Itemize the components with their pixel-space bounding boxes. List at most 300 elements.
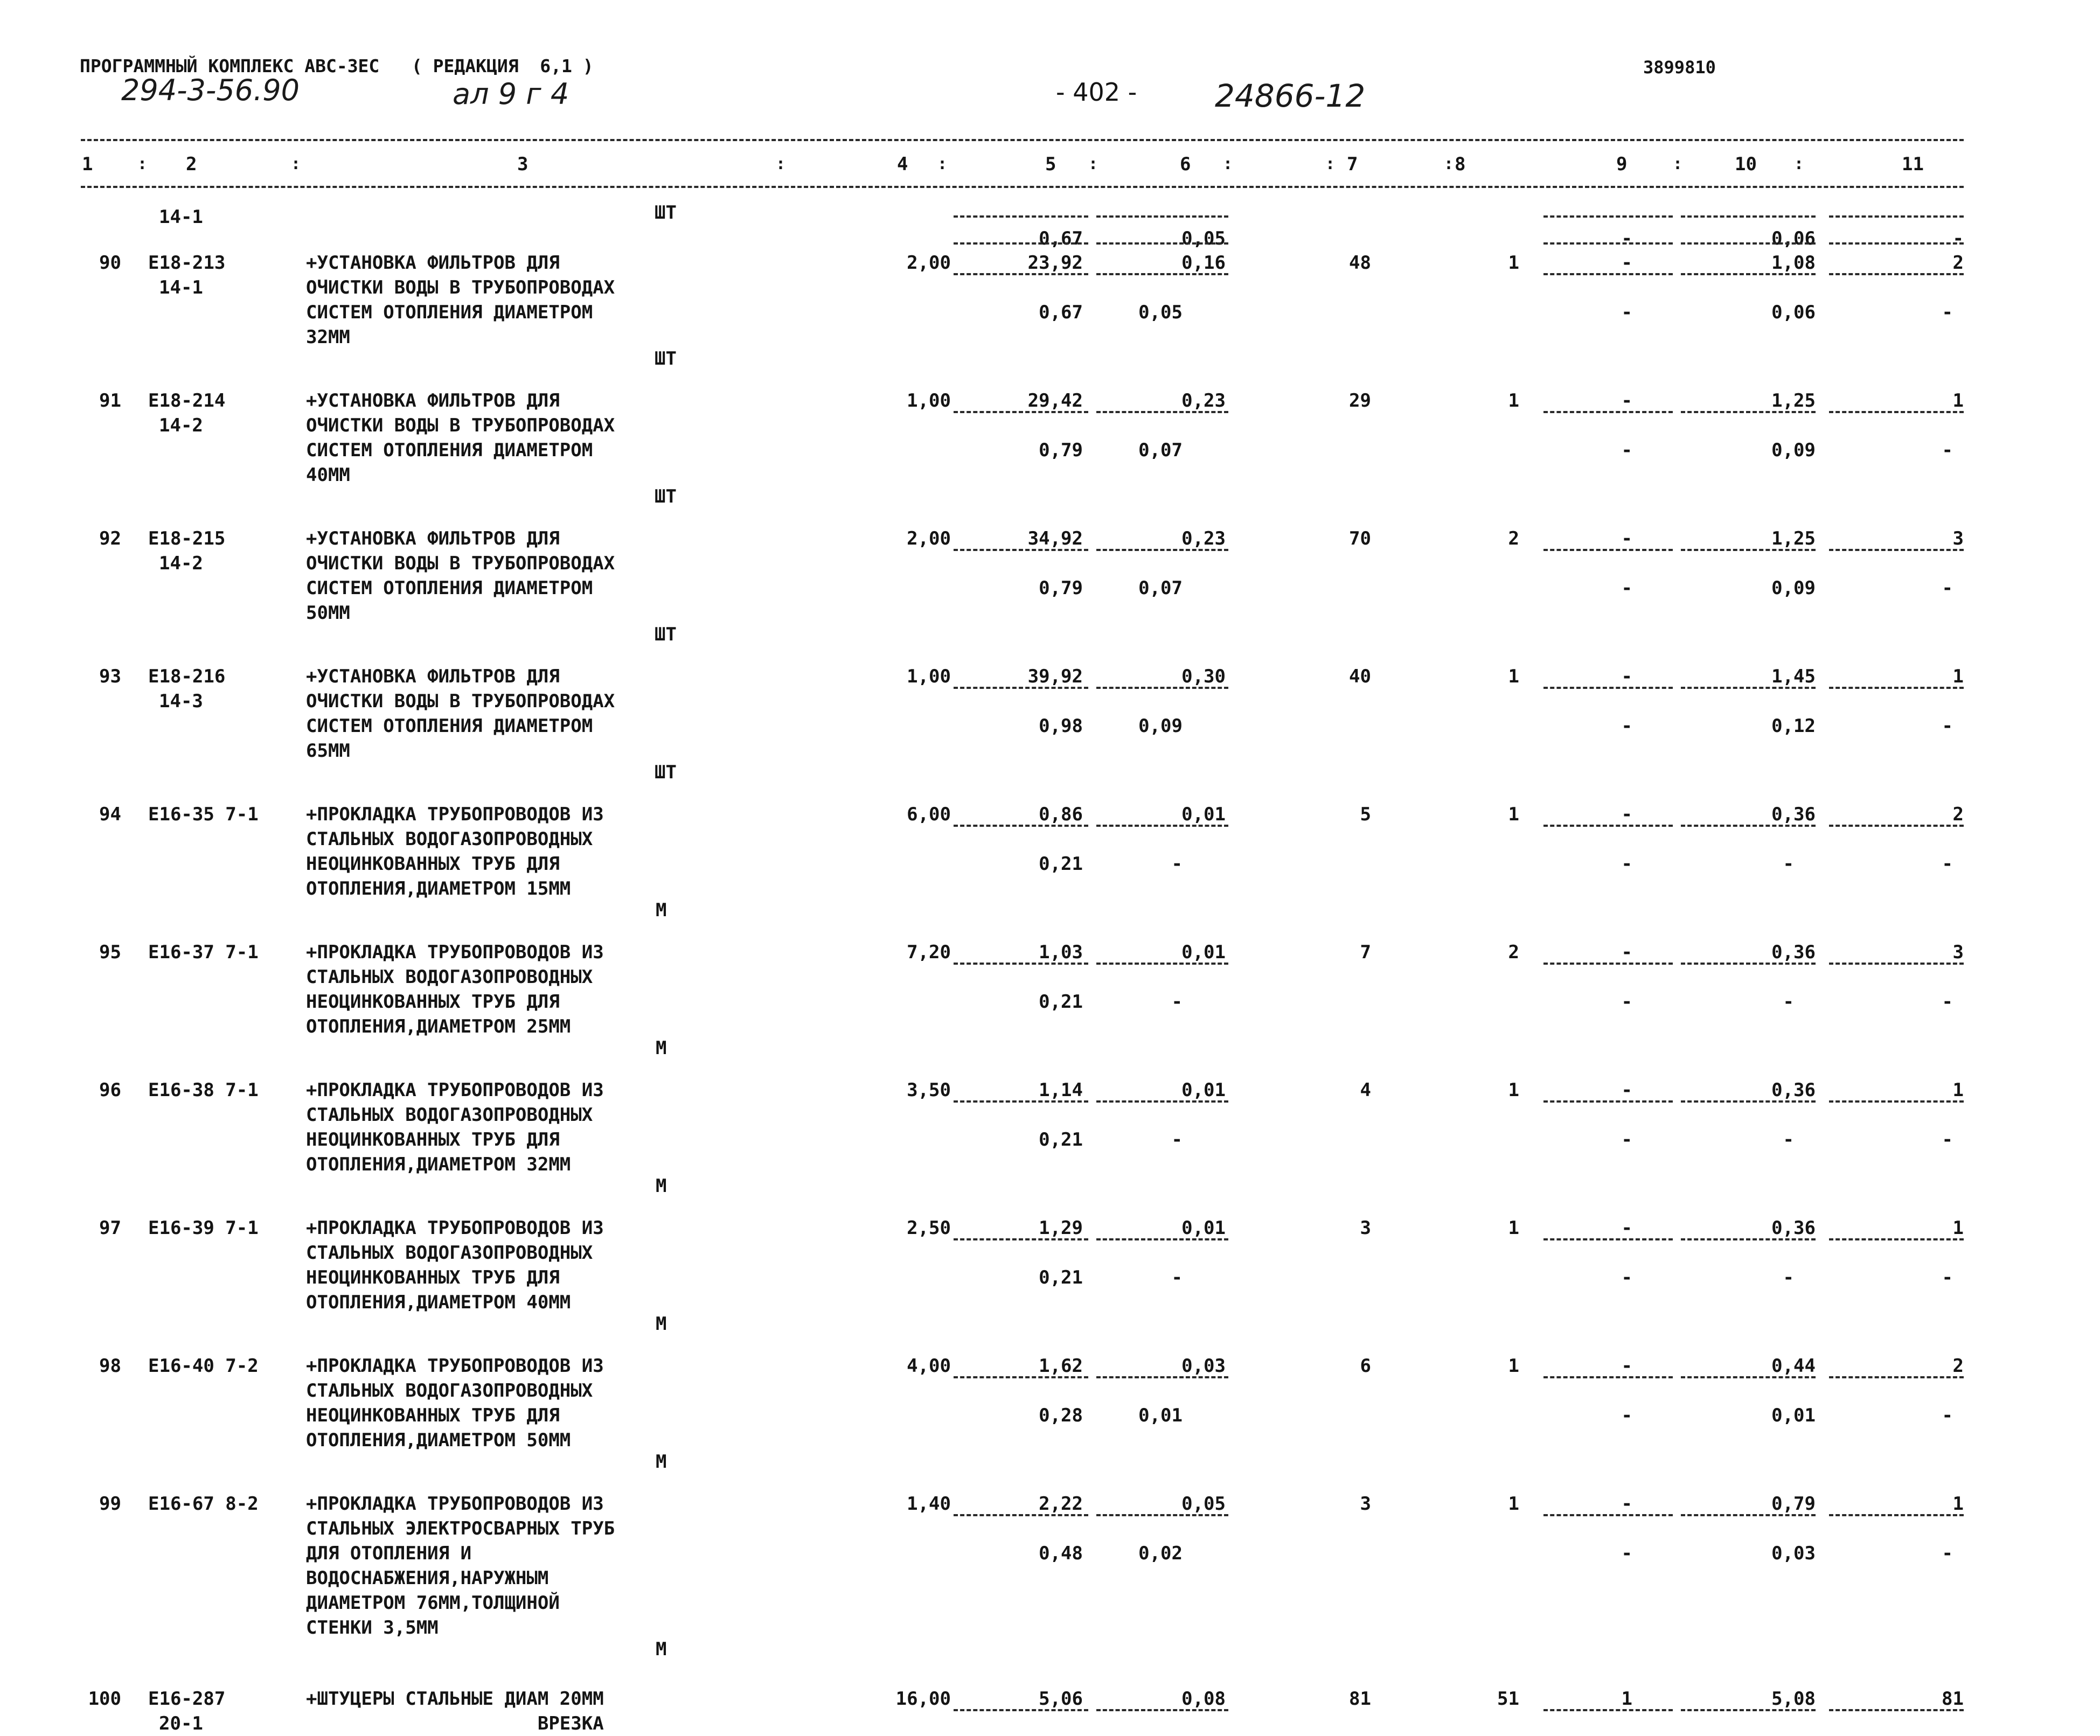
right-code: 3899810 (1643, 57, 1716, 78)
cell-divider (1543, 687, 1673, 689)
cell-col10-upper: 1,25 (1771, 390, 1816, 412)
cell-col9-upper: - (1621, 1079, 1632, 1101)
column-separator: : (1223, 155, 1233, 173)
row-description-line: +УСТАНОВКА ФИЛЬТРОВ ДЛЯ (306, 390, 560, 412)
row-code-secondary: 14-1 (159, 277, 203, 298)
cell-col9-upper: - (1621, 1355, 1632, 1377)
cell-col11-upper: 2 (1952, 804, 1964, 825)
cell-col5-lower: 0,98 (1039, 715, 1083, 737)
cell-col11-upper: 3 (1952, 528, 1964, 549)
cell-col6-lower: 0,01 (1138, 1405, 1183, 1426)
cell-col5-lower: 0,48 (1039, 1543, 1083, 1564)
cell-col11-lower: - (1942, 715, 1953, 737)
cell-col4: 4,00 (907, 1355, 951, 1377)
row-description-line: СИСТЕМ ОТОПЛЕНИЯ ДИАМЕТРОМ (306, 715, 593, 737)
cell-col5-lower: 0,28 (1039, 1405, 1083, 1426)
cell-col9-lower: - (1621, 228, 1632, 249)
row-description-line: ДЛЯ ОТОПЛЕНИЯ И (306, 1543, 472, 1564)
cell-col5-upper: 29,42 (1027, 390, 1083, 412)
cell-col4: 7,20 (907, 942, 951, 963)
cell-col9-lower: - (1621, 440, 1632, 461)
row-number: 92 (99, 528, 121, 549)
row-number: 98 (99, 1355, 121, 1377)
cell-col9-lower: - (1621, 1129, 1632, 1151)
cell-col5-lower: 0,67 (1039, 302, 1083, 323)
row-number: 99 (99, 1493, 121, 1515)
cell-divider (954, 963, 1088, 965)
row-description-line: СИСТЕМ ОТОПЛЕНИЯ ДИАМЕТРОМ (306, 302, 593, 323)
cell-col7: 70 (1349, 528, 1371, 549)
cell-divider (954, 215, 1088, 218)
row-description-line: ДИАМЕТРОМ 76ММ,ТОЛЩИНОЙ (306, 1592, 560, 1614)
cell-divider (1829, 1514, 1964, 1516)
cell-col5-lower: 0,79 (1039, 577, 1083, 599)
cell-divider (1829, 1100, 1964, 1103)
cell-col5-upper: 5,06 (1039, 1688, 1083, 1710)
cell-col10-lower: 0,01 (1771, 1405, 1816, 1426)
column-header-1: 1 (82, 154, 93, 175)
column-separator: : (137, 155, 148, 173)
cell-col5-upper: 1,14 (1039, 1079, 1083, 1101)
cell-col6-lower: 0,07 (1138, 440, 1183, 461)
cell-divider (1543, 215, 1673, 218)
cell-divider (954, 273, 1088, 275)
unit-label: ШТ (655, 202, 677, 224)
cell-col8: 1 (1508, 390, 1519, 412)
cell-col7: 7 (1360, 942, 1371, 963)
cell-divider (1829, 549, 1964, 551)
cell-col11-lower: - (1942, 1543, 1953, 1564)
cell-col4: 2,50 (907, 1217, 951, 1239)
cell-col11-lower: - (1942, 1267, 1953, 1288)
cell-col6-upper: 0,01 (1181, 804, 1226, 825)
row-description-line: СИСТЕМ ОТОПЛЕНИЯ ДИАМЕТРОМ (306, 577, 593, 599)
cell-col10-upper: 0,36 (1771, 1217, 1816, 1239)
cell-col7: 40 (1349, 666, 1371, 687)
cell-divider (1681, 1100, 1816, 1103)
cell-divider (1096, 1709, 1228, 1711)
row-description-line: ОТОПЛЕНИЯ,ДИАМЕТРОМ 32ММ (306, 1154, 571, 1175)
column-separator: : (1794, 155, 1804, 173)
cell-divider (1681, 687, 1816, 689)
unit-label: М (656, 1037, 667, 1059)
cell-col10-upper: 0,79 (1771, 1493, 1816, 1515)
row-description-line: +ПРОКЛАДКА ТРУБОПРОВОДОВ ИЗ (306, 942, 604, 963)
cell-col9-lower: - (1621, 1267, 1632, 1288)
cell-col7: 4 (1360, 1079, 1371, 1101)
cell-col7: 48 (1349, 252, 1371, 274)
cell-divider (954, 242, 1088, 245)
cell-col10-upper: 1,45 (1771, 666, 1816, 687)
cell-col5-upper: 34,92 (1027, 528, 1083, 549)
unit-label: М (656, 1175, 667, 1197)
cell-divider (1829, 273, 1964, 275)
row-description-line: +УСТАНОВКА ФИЛЬТРОВ ДЛЯ (306, 528, 560, 549)
row-description-line: +ПРОКЛАДКА ТРУБОПРОВОДОВ ИЗ (306, 1355, 604, 1377)
document-number: 24866-12 (1215, 78, 1366, 114)
cell-divider (1543, 549, 1673, 551)
cell-col6-lower: 0,05 (1138, 302, 1183, 323)
cell-col11-lower: - (1942, 1405, 1953, 1426)
cell-col11-upper: 2 (1952, 1355, 1964, 1377)
cell-divider (1543, 1100, 1673, 1103)
cell-divider (1681, 215, 1816, 218)
row-description-line: +ПРОКЛАДКА ТРУБОПРОВОДОВ ИЗ (306, 804, 604, 825)
cell-col6-lower: - (1171, 853, 1183, 875)
cell-col10-lower: 0,06 (1771, 228, 1816, 249)
cell-divider (1096, 411, 1228, 413)
cell-col6-upper: 0,23 (1181, 528, 1226, 549)
cell-col6-upper: 0,16 (1181, 252, 1226, 274)
cell-col11-upper: 1 (1952, 666, 1964, 687)
cell-col7: 29 (1349, 390, 1371, 412)
cell-col10-lower: - (1783, 991, 1794, 1013)
cell-divider (1829, 1376, 1964, 1378)
cell-col9-upper: - (1621, 1493, 1632, 1515)
cell-col8: 2 (1508, 942, 1519, 963)
cell-divider (1829, 242, 1964, 245)
cell-col5-upper: 1,29 (1039, 1217, 1083, 1239)
cell-divider (1829, 411, 1964, 413)
cell-col10-upper: 0,36 (1771, 942, 1816, 963)
cell-divider (1096, 215, 1228, 218)
cell-divider (1096, 1238, 1228, 1240)
column-separator: : (1325, 155, 1336, 173)
cell-divider (1681, 1238, 1816, 1240)
unit-label: М (656, 1313, 667, 1335)
row-description-line: НЕОЦИНКОВАННЫХ ТРУБ ДЛЯ (306, 1267, 560, 1288)
row-code: Е16-39 7-1 (148, 1217, 259, 1239)
cell-divider (954, 411, 1088, 413)
row-description-line: 32ММ (306, 326, 350, 348)
unit-label: ШТ (655, 348, 677, 369)
row-description-line: +УСТАНОВКА ФИЛЬТРОВ ДЛЯ (306, 666, 560, 687)
cell-divider (954, 825, 1088, 827)
cell-col11-lower: - (1942, 577, 1953, 599)
row-number: 93 (99, 666, 121, 687)
cell-col5-upper: 23,92 (1027, 252, 1083, 274)
cell-divider (1829, 963, 1964, 965)
cell-col6-lower: 0,09 (1138, 715, 1183, 737)
page-number: - 402 - (1056, 78, 1137, 107)
cell-col11-upper: 2 (1952, 252, 1964, 274)
cell-divider (1681, 1514, 1816, 1516)
cell-col7: 6 (1360, 1355, 1371, 1377)
cell-col4: 1,40 (907, 1493, 951, 1515)
cell-divider (1543, 1514, 1673, 1516)
cell-col10-upper: 1,25 (1771, 528, 1816, 549)
column-header-5: 5 (1045, 154, 1056, 175)
cell-col9-lower: - (1621, 302, 1632, 323)
cell-col5-upper: 39,92 (1027, 666, 1083, 687)
cell-divider (954, 1238, 1088, 1240)
row-description-line: ОТОПЛЕНИЯ,ДИАМЕТРОМ 25ММ (306, 1016, 571, 1037)
row-code-secondary: 14-3 (159, 691, 203, 712)
cell-col5-upper: 2,22 (1039, 1493, 1083, 1515)
cell-col5-lower: 0,21 (1039, 1129, 1083, 1151)
cell-divider (1543, 963, 1673, 965)
cell-divider (1681, 549, 1816, 551)
column-header-8: 8 (1455, 154, 1466, 175)
cell-col6-upper: 0,23 (1181, 390, 1226, 412)
row-description-line: ВОДОСНАБЖЕНИЯ,НАРУЖНЫМ (306, 1567, 549, 1589)
row-description-line: 50ММ (306, 602, 350, 624)
cell-col9-upper: - (1621, 942, 1632, 963)
cell-col11-upper: 1 (1952, 1493, 1964, 1515)
cell-col10-upper: 1,08 (1771, 252, 1816, 274)
cell-col9-upper: - (1621, 1217, 1632, 1239)
cell-divider (1543, 1238, 1673, 1240)
cell-col9-lower: - (1621, 991, 1632, 1013)
cell-col6-upper: 0,08 (1181, 1688, 1226, 1710)
row-code: Е16-35 7-1 (148, 804, 259, 825)
cell-col7: 3 (1360, 1217, 1371, 1239)
cell-col10-lower: - (1783, 1129, 1794, 1151)
row-number: 100 (88, 1688, 121, 1710)
cell-col9-lower: - (1621, 853, 1632, 875)
cell-col10-upper: 0,36 (1771, 804, 1816, 825)
row-description-line: НЕОЦИНКОВАННЫХ ТРУБ ДЛЯ (306, 991, 560, 1013)
cell-divider (1681, 825, 1816, 827)
cell-col11-lower: - (1952, 228, 1964, 249)
column-separator: : (1444, 155, 1454, 173)
row-description-line: СТАЛЬНЫХ ВОДОГАЗОПРОВОДНЫХ (306, 1104, 593, 1126)
row-description-line: ОЧИСТКИ ВОДЫ В ТРУБОПРОВОДАХ (306, 277, 615, 298)
row-code-secondary: 20-1 (159, 1713, 203, 1734)
cell-col6-lower: - (1171, 1267, 1183, 1288)
cell-col11-upper: 1 (1952, 390, 1964, 412)
row-description-line: +ШТУЦЕРЫ СТАЛЬНЫЕ ДИАМ 20ММ (306, 1688, 604, 1710)
row-code: Е18-215 (148, 528, 226, 549)
unit-label: М (656, 1639, 667, 1660)
row-description-line: +ПРОКЛАДКА ТРУБОПРОВОДОВ ИЗ (306, 1493, 604, 1515)
cell-col11-upper: 81 (1942, 1688, 1964, 1710)
cell-col8: 1 (1508, 666, 1519, 687)
cell-col6-upper: 0,05 (1181, 1493, 1226, 1515)
cell-divider (954, 1709, 1088, 1711)
cell-divider (1096, 549, 1228, 551)
cell-col6-upper: 0,01 (1181, 942, 1226, 963)
cell-col11-upper: 1 (1952, 1079, 1964, 1101)
row-description-line: НЕОЦИНКОВАННЫХ ТРУБ ДЛЯ (306, 853, 560, 875)
cell-col5-upper: 0,86 (1039, 804, 1083, 825)
cell-divider (1096, 242, 1228, 245)
row-description-line: ОЧИСТКИ ВОДЫ В ТРУБОПРОВОДАХ (306, 415, 615, 436)
cell-col10-lower: - (1783, 1267, 1794, 1288)
cell-col6-upper: 0,03 (1181, 1355, 1226, 1377)
cell-col4: 3,50 (907, 1079, 951, 1101)
cell-col10-lower: 0,09 (1771, 577, 1816, 599)
cell-col4: 1,00 (907, 666, 951, 687)
cell-divider (1681, 273, 1816, 275)
cell-col8: 2 (1508, 528, 1519, 549)
row-code: Е16-287 (148, 1688, 226, 1710)
cell-col10-upper: 0,44 (1771, 1355, 1816, 1377)
row-number: 95 (99, 942, 121, 963)
column-header-10: 10 (1735, 154, 1757, 175)
cell-col4: 1,00 (907, 390, 951, 412)
row-description-line: СТЕНКИ 3,5ММ (306, 1617, 439, 1639)
cell-col9-upper: - (1621, 804, 1632, 825)
cell-col11-upper: 3 (1952, 942, 1964, 963)
unit-label: М (656, 900, 667, 921)
row-description-line: НЕОЦИНКОВАННЫХ ТРУБ ДЛЯ (306, 1405, 560, 1426)
column-header-4: 4 (897, 154, 908, 175)
cell-col10-upper: 0,36 (1771, 1079, 1816, 1101)
cell-col9-lower: - (1621, 577, 1632, 599)
cell-divider (1543, 411, 1673, 413)
row-number: 97 (99, 1217, 121, 1239)
row-description-line: +УСТАНОВКА ФИЛЬТРОВ ДЛЯ (306, 252, 560, 274)
cell-col5-lower: 0,79 (1039, 440, 1083, 461)
cell-divider (1681, 242, 1816, 245)
column-separator: : (291, 155, 301, 173)
cell-col10-lower: - (1783, 853, 1794, 875)
row-description-line: НЕОЦИНКОВАННЫХ ТРУБ ДЛЯ (306, 1129, 560, 1151)
cell-divider (1543, 825, 1673, 827)
cell-col4: 2,00 (907, 252, 951, 274)
cell-divider (1543, 1376, 1673, 1378)
row-description-line: СИСТЕМ ОТОПЛЕНИЯ ДИАМЕТРОМ (306, 440, 593, 461)
cell-col11-lower: - (1942, 853, 1953, 875)
cell-divider (1543, 273, 1673, 275)
column-header-6: 6 (1180, 154, 1191, 175)
row-code: Е16-38 7-1 (148, 1079, 259, 1101)
row-number: 96 (99, 1079, 121, 1101)
column-header-11: 11 (1902, 154, 1924, 175)
cell-col5-lower: 0,21 (1039, 853, 1083, 875)
cell-divider (1096, 687, 1228, 689)
row-description-line: 65ММ (306, 740, 350, 762)
cell-divider (954, 687, 1088, 689)
cell-col7: 81 (1349, 1688, 1371, 1710)
row-code: Е18-214 (148, 390, 226, 412)
cell-divider (1829, 687, 1964, 689)
cell-col6-upper: 0,30 (1181, 666, 1226, 687)
cell-divider (1096, 825, 1228, 827)
row-description-line: СТАЛЬНЫХ ВОДОГАЗОПРОВОДНЫХ (306, 1380, 593, 1402)
row-description-line: ОТОПЛЕНИЯ,ДИАМЕТРОМ 15ММ (306, 878, 571, 900)
cell-col6-lower: 0,02 (1138, 1543, 1183, 1564)
cell-divider (1829, 215, 1964, 218)
column-separator: : (937, 155, 948, 173)
cell-col11-lower: - (1942, 1129, 1953, 1151)
cell-col6-lower: 0,07 (1138, 577, 1183, 599)
cell-divider (954, 1514, 1088, 1516)
cell-col9-lower: - (1621, 1543, 1632, 1564)
cell-col9-lower: - (1621, 1405, 1632, 1426)
row-number: 90 (99, 252, 121, 274)
row-description-line: ОТОПЛЕНИЯ,ДИАМЕТРОМ 50ММ (306, 1430, 571, 1451)
cell-col10-lower: 0,12 (1771, 715, 1816, 737)
cell-divider (1829, 1238, 1964, 1240)
cell-divider (1096, 963, 1228, 965)
cell-divider (1543, 1709, 1673, 1711)
cell-col8: 1 (1508, 252, 1519, 274)
cell-divider (1681, 963, 1816, 965)
project-code: 294-3-56.90 (121, 73, 300, 107)
cell-col9-upper: - (1621, 666, 1632, 687)
cell-col8: 1 (1508, 1355, 1519, 1377)
row-description-line: ВРЕЗКА (306, 1713, 604, 1734)
cell-col8: 51 (1497, 1688, 1519, 1710)
cell-col5-upper: 1,03 (1039, 942, 1083, 963)
cell-divider (1829, 825, 1964, 827)
cell-col6-upper: 0,01 (1181, 1217, 1226, 1239)
row-code: Е16-37 7-1 (148, 942, 259, 963)
table-top-rule (81, 139, 1964, 141)
row-code-secondary: 14-2 (159, 553, 203, 574)
program-header: ПРОГРАММНЫЙ КОМПЛЕКС АВС-ЗЕС ( РЕДАКЦИЯ 6,1 ) (80, 55, 594, 76)
cell-col5-lower: 0,67 (1039, 228, 1083, 249)
row-description-line: +ПРОКЛАДКА ТРУБОПРОВОДОВ ИЗ (306, 1079, 604, 1101)
unit-label: ШТ (655, 486, 677, 507)
row-description-line: ОЧИСТКИ ВОДЫ В ТРУБОПРОВОДАХ (306, 553, 615, 574)
cell-col4: 6,00 (907, 804, 951, 825)
row-description-line: ОЧИСТКИ ВОДЫ В ТРУБОПРОВОДАХ (306, 691, 615, 712)
row-description-line: СТАЛЬНЫХ ВОДОГАЗОПРОВОДНЫХ (306, 1242, 593, 1264)
cell-col9-upper: 1 (1621, 1688, 1632, 1710)
cell-col6-lower: - (1171, 991, 1183, 1013)
column-header-3: 3 (517, 154, 529, 175)
cell-divider (954, 1376, 1088, 1378)
row-code: Е16-67 8-2 (148, 1493, 259, 1515)
cell-col5-upper: 1,62 (1039, 1355, 1083, 1377)
cell-col6-upper: 0,01 (1181, 1079, 1226, 1101)
cell-col9-lower: - (1621, 715, 1632, 737)
unit-label: ШТ (655, 762, 677, 783)
cell-col9-upper: - (1621, 252, 1632, 274)
cell-col11-lower: - (1942, 440, 1953, 461)
cell-col6-lower: - (1171, 1129, 1183, 1151)
cell-col8: 1 (1508, 804, 1519, 825)
column-header-2: 2 (186, 154, 197, 175)
cell-divider (1681, 1709, 1816, 1711)
cell-col11-lower: - (1942, 991, 1953, 1013)
cell-divider (1096, 1100, 1228, 1103)
row-code-secondary: 14-1 (159, 206, 203, 228)
row-description-line: +ПРОКЛАДКА ТРУБОПРОВОДОВ ИЗ (306, 1217, 604, 1239)
column-header-9: 9 (1616, 154, 1628, 175)
cell-divider (1681, 1376, 1816, 1378)
row-number: 91 (99, 390, 121, 412)
row-code-secondary: 14-2 (159, 415, 203, 436)
cell-col8: 1 (1508, 1217, 1519, 1239)
row-description-line: СТАЛЬНЫХ ВОДОГАЗОПРОВОДНЫХ (306, 828, 593, 850)
cell-col5-lower: 0,21 (1039, 991, 1083, 1013)
unit-label: М (656, 1451, 667, 1473)
cell-divider (1681, 411, 1816, 413)
cell-col10-lower: 0,03 (1771, 1543, 1816, 1564)
album-number: ал 9 г 4 (453, 77, 569, 111)
row-description-line: СТАЛЬНЫХ ЭЛЕКТРОСВАРНЫХ ТРУБ (306, 1518, 615, 1539)
cell-col4: 16,00 (895, 1688, 951, 1710)
cell-col6-lower: 0,05 (1181, 228, 1226, 249)
cell-divider (1096, 1376, 1228, 1378)
cell-col9-upper: - (1621, 528, 1632, 549)
column-separator: : (1673, 155, 1683, 173)
row-code: Е16-40 7-2 (148, 1355, 259, 1377)
cell-divider (1829, 1709, 1964, 1711)
row-description-line: ОТОПЛЕНИЯ,ДИАМЕТРОМ 40ММ (306, 1292, 571, 1313)
table-header-rule (81, 186, 1964, 188)
row-description-line: 40ММ (306, 464, 350, 486)
column-separator: : (1088, 155, 1098, 173)
column-header-7: 7 (1347, 154, 1358, 175)
cell-divider (954, 1100, 1088, 1103)
cell-col11-upper: 1 (1952, 1217, 1964, 1239)
cell-col5-lower: 0,21 (1039, 1267, 1083, 1288)
